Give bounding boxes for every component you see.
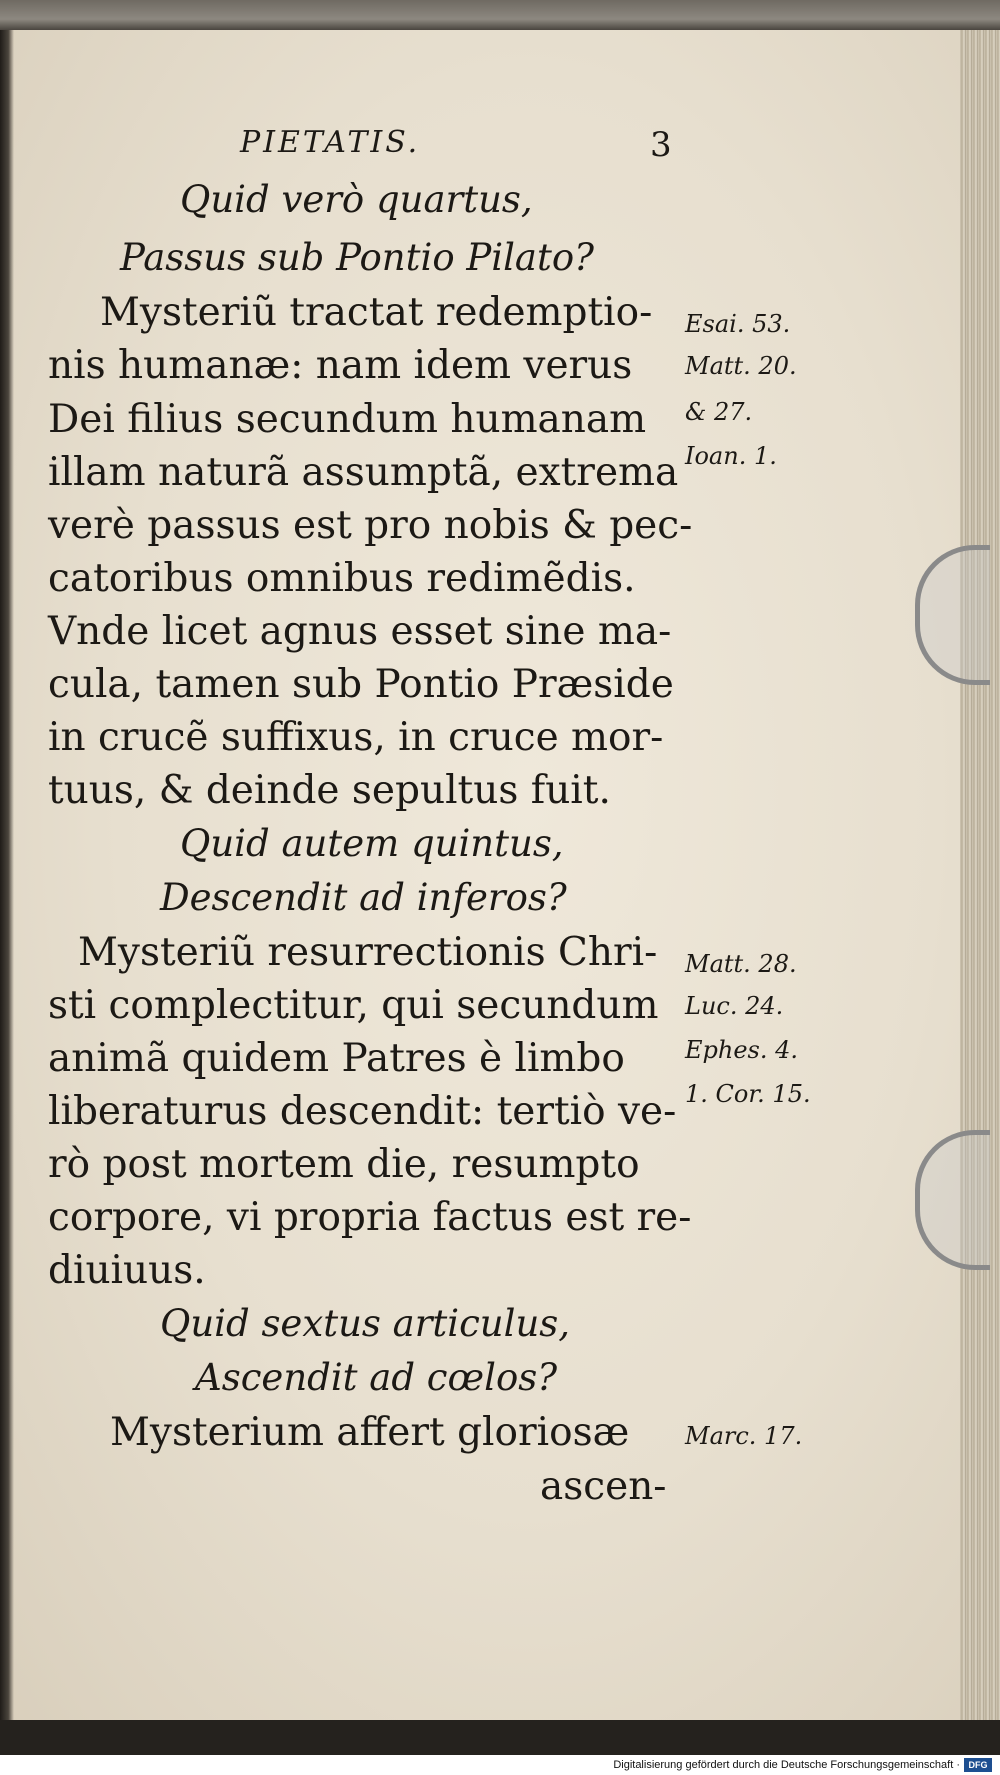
catchword: ascen- — [540, 1464, 667, 1509]
margin-reference: Matt. 20. — [685, 352, 797, 380]
page-stack-edge — [960, 30, 1000, 1720]
question-line: Ascendit ad cœlos? — [195, 1356, 558, 1399]
dfg-logo: DFG — [964, 1758, 992, 1772]
body-line: Dei filius secundum humanam — [48, 397, 647, 442]
body-line: cula, tamen sub Pontio Præside — [48, 662, 674, 707]
body-line: diuiuus. — [48, 1248, 206, 1293]
question-line: Descendit ad inferos? — [160, 876, 567, 919]
body-line: Vnde licet agnus esset sine ma- — [48, 609, 672, 654]
running-title: PIETATIS. — [240, 125, 421, 160]
question-line: Passus sub Pontio Pilato? — [120, 236, 594, 279]
body-line: illam naturã assumptã, extrema — [48, 450, 679, 495]
question-line: Quid autem quintus, — [180, 822, 564, 865]
body-line: verè passus est pro nobis & pec- — [48, 503, 693, 548]
margin-reference: Esai. 53. — [685, 310, 791, 338]
scanner-bottom-edge — [0, 1720, 1000, 1755]
body-line: tuus, & deinde sepultus fuit. — [48, 768, 611, 813]
body-line: catoribus omnibus redimẽdis. — [48, 556, 636, 601]
body-line: corpore, vi propria factus est re- — [48, 1195, 692, 1240]
body-line: sti complectitur, qui secundum — [48, 983, 659, 1028]
margin-reference: 1. Cor. 15. — [685, 1080, 811, 1108]
body-line: animã quidem Patres è limbo — [48, 1036, 625, 1081]
margin-reference: Ioan. 1. — [685, 442, 777, 470]
margin-reference: & 27. — [685, 398, 753, 426]
book-gutter — [0, 30, 14, 1720]
body-line: nis humanæ: nam idem verus — [48, 343, 633, 388]
margin-reference: Ephes. 4. — [685, 1036, 799, 1064]
margin-reference: Luc. 24. — [685, 992, 784, 1020]
question-line: Quid verò quartus, — [180, 178, 533, 221]
margin-reference: Marc. 17. — [685, 1422, 803, 1450]
body-line: rò post mortem die, resumpto — [48, 1142, 640, 1187]
book-top-edge — [0, 0, 1000, 32]
book-page — [0, 30, 962, 1720]
digitization-credit: Digitalisierung gefördert durch die Deutsche Forschungsgemeinschaft · — [613, 1759, 960, 1771]
body-line: in crucẽ suffixus, in cruce mor- — [48, 715, 664, 760]
body-line: Mysteriũ tractat redemptio- — [100, 290, 653, 335]
body-line: Mysteriũ resurrectionis Chri- — [78, 930, 658, 975]
margin-reference: Matt. 28. — [685, 950, 797, 978]
body-line: Mysterium affert gloriosæ — [110, 1410, 630, 1455]
body-line: liberaturus descendit: tertiò ve- — [48, 1089, 677, 1134]
page-number: 3 — [650, 125, 672, 165]
question-line: Quid sextus articulus, — [160, 1302, 571, 1345]
